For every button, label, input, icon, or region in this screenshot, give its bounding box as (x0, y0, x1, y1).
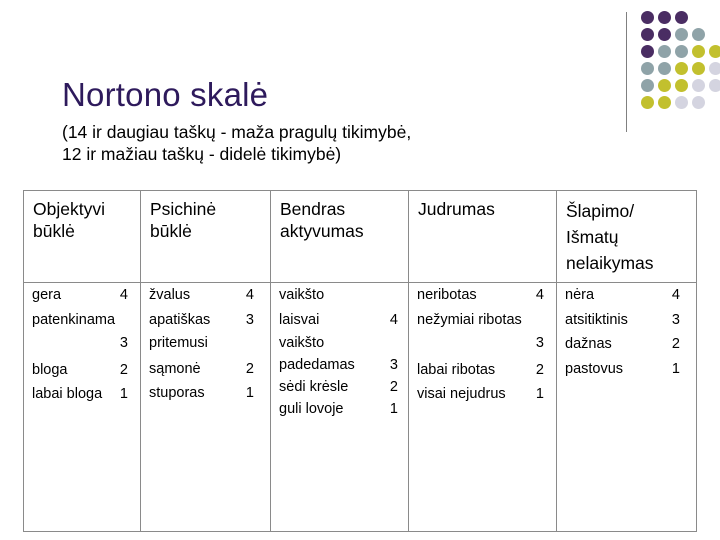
dot-icon (658, 79, 671, 92)
list-item (32, 383, 134, 405)
item-label: pastovus (565, 360, 624, 377)
list-item (417, 358, 550, 383)
item-score: 2 (535, 362, 544, 378)
list-item (279, 308, 402, 333)
item-score: 1 (535, 385, 544, 402)
item-label: neribotas (417, 287, 477, 303)
dot-icon (709, 79, 720, 92)
list-item (417, 383, 550, 405)
item-score: 3 (389, 357, 398, 373)
dot-icon (675, 28, 688, 41)
cell-mobility (409, 283, 557, 532)
item-label: nėra (565, 287, 595, 303)
item-label: visai nejudrus (417, 385, 506, 402)
list-item (565, 283, 690, 308)
dot-icon (641, 11, 654, 24)
list-item (149, 382, 264, 404)
list-item (32, 308, 134, 333)
list-item (149, 332, 264, 354)
dot-icon (692, 62, 705, 75)
item-score: 3 (245, 311, 254, 328)
header-text: nelaikymas (566, 253, 654, 273)
dot-icon (658, 45, 671, 58)
item-label: labai ribotas (417, 362, 496, 378)
dot-icon (692, 45, 705, 58)
item-score: 1 (119, 385, 128, 402)
item-label: laisvai (279, 311, 320, 328)
header-mobility (409, 191, 557, 283)
cell-activity (271, 283, 409, 532)
item-score: 1 (671, 360, 680, 377)
list-item (279, 332, 402, 354)
item-label: sėdi krėsle (279, 379, 349, 395)
item-label: patenkinama (32, 311, 116, 328)
item-label: sąmonė (149, 361, 201, 377)
item-label: nežymiai ribotas (417, 311, 522, 328)
item-score: 4 (535, 287, 544, 303)
list-item (32, 283, 134, 308)
page-title: Nortono skalė (62, 76, 269, 113)
dot-icon (692, 79, 705, 92)
dot-icon (675, 62, 688, 75)
item-score: 2 (671, 336, 680, 352)
item-score: 3 (535, 335, 544, 351)
item-label: pritemusi (149, 335, 208, 351)
table-header-row (24, 191, 697, 283)
header-text: Bendras (280, 199, 346, 219)
item-score: 4 (671, 287, 680, 303)
dot-icon (658, 11, 671, 24)
item-label: vaikšto (279, 335, 325, 351)
page-subtitle (62, 121, 411, 165)
list-item (417, 308, 550, 333)
item-score: 2 (119, 362, 128, 378)
item-score-wrapped (417, 332, 550, 354)
list-item (565, 332, 690, 357)
header-text: Šlapimo/ (566, 201, 635, 221)
cell-incontinence (557, 283, 697, 532)
header-text: Objektyvi (33, 199, 105, 219)
dot-icon (641, 79, 654, 92)
list-item (279, 398, 402, 420)
list-item (279, 283, 402, 308)
header-activity (271, 191, 409, 283)
dot-icon (675, 11, 688, 24)
item-label: atsitiktinis (565, 311, 628, 328)
list-item (279, 354, 402, 376)
list-item (279, 376, 402, 398)
list-item (417, 283, 550, 308)
header-incontinence (557, 191, 697, 283)
dot-icon (658, 28, 671, 41)
subtitle-line: (14 ir daugiau taškų - maža pragulų tikimybė, (62, 122, 412, 142)
dot-icon (641, 45, 654, 58)
item-score: 4 (389, 311, 398, 328)
dot-icon (658, 96, 671, 109)
dot-icon (641, 96, 654, 109)
dot-icon (709, 45, 720, 58)
decorative-dots (641, 11, 720, 121)
header-text: Išmatų (566, 227, 619, 247)
header-text: būklė (33, 221, 75, 241)
item-label: gera (32, 287, 62, 303)
item-score: 2 (389, 379, 398, 395)
header-text: aktyvumas (280, 221, 364, 241)
cell-mental-condition (141, 283, 271, 532)
dot-icon (675, 45, 688, 58)
list-item (565, 357, 690, 382)
item-label: padedamas (279, 357, 355, 373)
dot-icon (692, 28, 705, 41)
list-item (149, 357, 264, 382)
list-item (565, 308, 690, 333)
cell-objective-condition (24, 283, 141, 532)
item-label: vaikšto (279, 287, 325, 303)
item-label: labai bloga (32, 385, 103, 402)
list-item (32, 358, 134, 383)
dot-icon (692, 96, 705, 109)
item-score: 4 (245, 287, 254, 303)
item-score: 2 (245, 361, 254, 377)
subtitle-line: 12 ir mažiau taškų - didelė tikimybė) (62, 144, 342, 164)
header-text: Psichinė (150, 199, 217, 219)
item-label: bloga (32, 362, 68, 378)
dot-icon (658, 62, 671, 75)
item-score-wrapped (32, 332, 134, 354)
item-label: stuporas (149, 384, 205, 401)
item-score: 1 (245, 384, 254, 401)
list-item (149, 308, 264, 333)
dot-icon (641, 28, 654, 41)
item-label: guli lovoje (279, 401, 344, 417)
dot-icon (709, 62, 720, 75)
dot-icon (641, 62, 654, 75)
item-score: 4 (119, 287, 128, 303)
header-text: Judrumas (418, 199, 495, 219)
header-mental-condition (141, 191, 271, 283)
norton-scale-table (23, 190, 697, 532)
dot-icon (675, 96, 688, 109)
header-objective-condition (24, 191, 141, 283)
item-label: apatiškas (149, 311, 211, 328)
dot-icon (675, 79, 688, 92)
header-text: būklė (150, 221, 192, 241)
item-score: 3 (119, 335, 128, 351)
divider-line (626, 12, 627, 132)
item-score: 1 (389, 401, 398, 417)
table-body-row (24, 283, 697, 532)
item-label: dažnas (565, 336, 612, 352)
list-item (149, 283, 264, 308)
item-label: žvalus (149, 287, 191, 303)
item-score: 3 (671, 311, 680, 328)
